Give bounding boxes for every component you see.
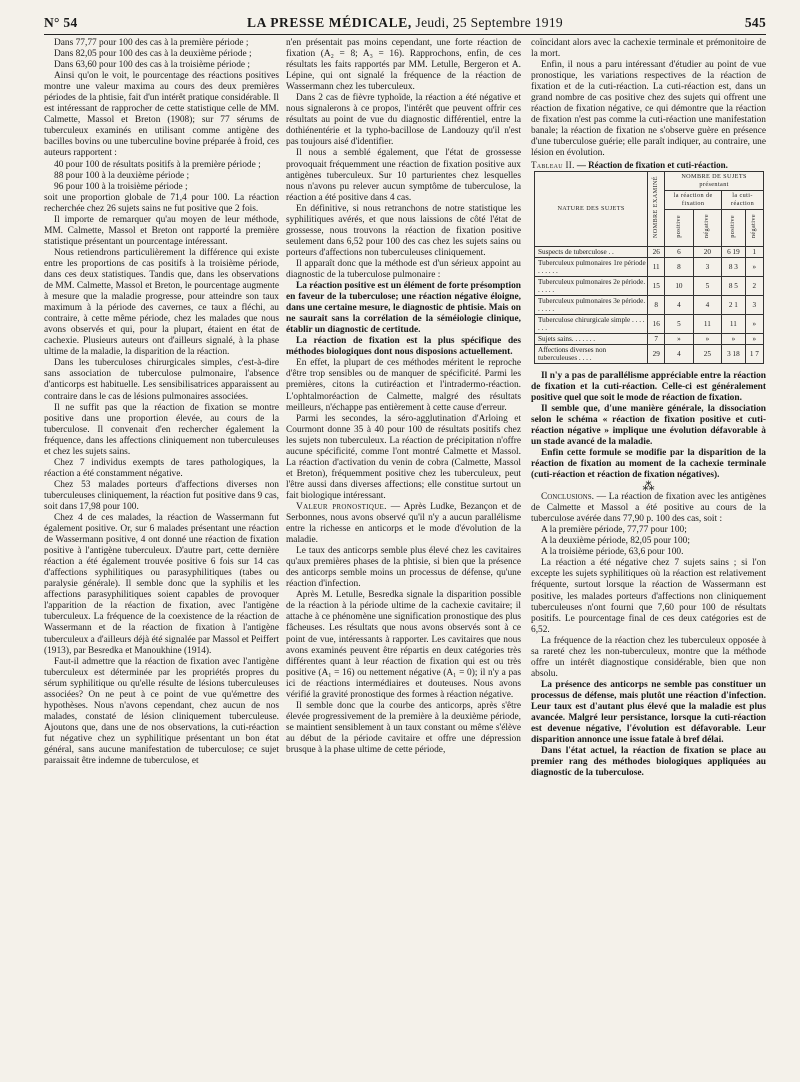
section-separator: ⁂ bbox=[642, 479, 655, 494]
table-cell-cp: » bbox=[722, 333, 746, 344]
paragraph: Dans 82,05 pour 100 des cas à la deuxième période ; bbox=[54, 49, 252, 60]
table-row bbox=[535, 246, 764, 257]
paragraph: Dans l'état actuel, la réaction de fixation se place au premier rang des méthodes biologiques appliquées au diagnostic de la tuberculose. bbox=[531, 746, 766, 779]
section-label: Valeur pronostique. bbox=[296, 501, 387, 512]
table-cell-fp: 10 bbox=[665, 276, 693, 295]
table-cell-cp: 8 3 bbox=[722, 257, 746, 276]
paragraph: Chez 7 individus exempts de tares pathologiques, la réaction a été constamment négative. bbox=[44, 457, 279, 479]
table-cell-fp: 4 bbox=[665, 344, 693, 363]
paragraph: Il semble donc que la courbe des anticorps, après s'être élevée progressivement de la première à la deuxième période, se maintient sensiblement à un taux constant ou même s'élève au début de la période cavitaire et offre une dépression brusque à la phase ultime de cette période, bbox=[286, 700, 521, 755]
table-row bbox=[535, 344, 764, 363]
table-cell-fn: 4 bbox=[693, 295, 721, 314]
issue-date: Jeudi, 25 Septembre 1919 bbox=[411, 15, 563, 30]
paragraph: Il nous a semblé également, que l'état de grossesse provoquait fréquemment une réaction de fixation positive aux antigènes tuberculeux. Sur 10 parturientes chez lesquelles nous n'avons pu relever aucun symptôme de tuberculose, la réaction a été positive dans 4 cas. bbox=[286, 148, 521, 203]
paragraph: Parmi les secondes, la séro-agglutination d'Arloing et Courmont donne 35 à 40 pour 100 de résultats positifs chez les sujets non tuberculeux. La réaction de précipitation n'offre aucune spécificité, comme l'ont montré Calmette et Massol. La réaction d'activation du venin de cobra (Calmette, Massol et Breton), fréquemment positive chez les tuberculeux, peut l'être aussi dans diverses affections; elle constitue surtout un fait biologique intéressant. bbox=[286, 413, 521, 501]
table-cell-fp: 5 bbox=[665, 314, 693, 333]
paragraph: Il ne suffit pas que la réaction de fixation se montre positive dans une proportion élevée, au cours de la tuberculose. Il convenait d'en rechercher également la fréquence, dans les affections cliniquement non tuberculeuses et chez les sujets sains. bbox=[44, 402, 279, 457]
paragraph: 40 pour 100 de résultats positifs à la première période ; bbox=[54, 159, 261, 170]
table-cell-label: Tuberculose chirurgicale simple . . . . . . . bbox=[535, 314, 648, 333]
table-cell-label: Tuberculeux pulmonaires 3e période. . . . . . bbox=[535, 295, 648, 314]
table-cell-fn: 5 bbox=[693, 276, 721, 295]
table-cell-fn: » bbox=[693, 333, 721, 344]
table-cell-cn: » bbox=[745, 333, 763, 344]
table-cell-n: 15 bbox=[648, 276, 665, 295]
column-1 bbox=[44, 38, 279, 767]
table-row bbox=[535, 314, 764, 333]
header-group: NOMBRE DE SUJETS présentant bbox=[665, 171, 764, 190]
table-row bbox=[535, 257, 764, 276]
paragraph: A la deuxième période, 82,05 pour 100; bbox=[541, 536, 690, 547]
paragraph: Dans 77,77 pour 100 des cas à la première période ; bbox=[54, 38, 249, 48]
table-cell-cp: 2 1 bbox=[722, 295, 746, 314]
paragraph: La fréquence de la réaction chez les tuberculeux opposée à sa rareté chez les non-tuberculeux, montre que la méthode offre un intérêt diagnostique considérable, bien que non absolu. bbox=[531, 635, 766, 679]
header-cuti: la cuti-réaction bbox=[722, 190, 764, 209]
table-cell-n: 16 bbox=[648, 314, 665, 333]
table-cell-n: 7 bbox=[648, 333, 665, 344]
table-cell-n: 26 bbox=[648, 246, 665, 257]
paragraph: Valeur pronostique. — Après Ludke, Bezançon et de Serbonnes, nous avons observé qu'il n'y a aucun parallélisme entre la richesse en anticorps et le mode d'évolution de la maladie. bbox=[286, 501, 521, 546]
paragraph: Le taux des anticorps semble plus élevé chez les cavitaires qu'aux premières phases de la phtisie, si bien que la présence des anticorps semble moins un processus de défense, qu'une réaction d'infection. bbox=[286, 546, 521, 590]
paragraph: La présence des anticorps ne semble pas constituer un processus de défense, mais plutôt une réaction d'infection. Leur taux est d'autant plus élevé que la maladie est plus avancée. Malgré leur persistance, lorsque la cuti-réaction est devenue négative, l'évolution est défavorable. Leur disparition annonce une issue fatale à bref délai. bbox=[531, 679, 766, 746]
paragraph: Nous retiendrons particulièrement la différence qui existe entre les proportions de cas positifs à la troisième période, dans ces deux statistiques. Tandis que, dans les observations de MM. Calmette, Massol et Breton, le pourcentage augmente à mesure que la maladie progresse, pour atteindre son taux maximum à la période des cavernes, ce taux a fléchi, au contraire, à cette même période, chez les malades que nous avons observés et qui, pour la plupart, étaient en état de cachexie. Plusieurs auteurs ont d'ailleurs signalé, à la phase ultime de la maladie, la disparition de la réaction. bbox=[44, 247, 279, 358]
table-cell-fp: 4 bbox=[665, 295, 693, 314]
section-label: Conclusions. bbox=[541, 492, 594, 503]
header-nature: NATURE DES SUJETS bbox=[535, 171, 648, 246]
paragraph: Conclusions. — La réaction de fixation avec les antigènes de Calmette et Massol a été positive au cours de la tuberculose avérée dans 77,90 p. 100 des cas, soit : bbox=[531, 492, 766, 525]
table-cell-fp: 6 bbox=[665, 246, 693, 257]
table-cell-label: Tuberculeux pulmonaires 1re période . . . . . . bbox=[535, 257, 648, 276]
table-cell-label: Affections diverses non tuberculeuses . . . . bbox=[535, 344, 648, 363]
paragraph: n'en présentait pas moins cependant, une forte réaction de fixation (A₂ = 8; A₃ = 16). Rapprochons, enfin, de ces résultats les faits rapportés par MM. Letulle, Bergeron et A. Lépine, qui ont signalé la fréquence de la réaction de Wassermann chez les tuberculeux. bbox=[286, 38, 521, 93]
table-cell-cn: » bbox=[745, 257, 763, 276]
paragraph: Dans 2 cas de fièvre typhoïde, la réaction a été négative et nous signalerons à ce propos, l'intérêt que peuvent offrir ces résultats au point de vue du diagnostic différentiel, entre la dothiénentérie et la typho-bacillose de Landouzy qu'il n'est pas toujours aisé d'identifier. bbox=[286, 93, 521, 148]
table-row bbox=[535, 333, 764, 344]
column-2 bbox=[286, 38, 521, 756]
table-cell-label: Tuberculeux pulmonaires 2e période. . . . . . bbox=[535, 276, 648, 295]
paragraph: coïncidant alors avec la cachexie terminale et prémonitoire de la mort. bbox=[531, 38, 766, 60]
table-cell-n: 11 bbox=[648, 257, 665, 276]
paragraph: soit une proportion globale de 71,4 pour 100. La réaction recherchée chez 26 sujets sains ne fut positive que 2 fois. bbox=[44, 192, 279, 214]
paragraph: Faut-il admettre que la réaction de fixation avec l'antigène tuberculeux est déterminée par les propriétés propres du sérum syphilitique ou qu'elle résulte de lésions tuberculeuses associées? On ne peut à ce point de vue qu'émettre des hypothèses. Nous n'avons cependant, chez aucun de nos malades, constaté de lésion cliniquement tuberculeuse. Ajoutons que, dans une de nos observations, la cuti-réaction fut négative chez un syphilitique présentant un bon état général, sans aucune manifestation de tuberculose; ce sujet paraissait être indemne de tuberculose, et bbox=[44, 656, 279, 767]
table-cell-cp: 11 bbox=[722, 314, 746, 333]
table-cell-fn: 20 bbox=[693, 246, 721, 257]
paragraph: A la troisième période, 63,6 pour 100. bbox=[541, 547, 684, 558]
paragraph: En définitive, si nous retranchons de notre statistique les syphilitiques avérés, et que nous laissions de côté l'état de grossesse, nous trouvons la réaction de fixation positive seulement dans 6,52 pour 100 des cas chez les sujets sains ou porteurs d'affections non tuberculeuses cliniquement. bbox=[286, 203, 521, 258]
table-cell-cn: 2 bbox=[745, 276, 763, 295]
table-cell-fn: 11 bbox=[693, 314, 721, 333]
paragraph: 88 pour 100 à la deuxième période ; bbox=[54, 170, 190, 181]
column-3 bbox=[531, 38, 766, 779]
paragraph: En effet, la plupart de ces méthodes méritent le reproche d'être trop sensibles ou de manquer de spécificité. Parmi les premières, citons la cutiréaction et l'intradermo-réaction. L'ophtalmoréaction de Calmette, malgré des résultats meilleurs, n'échappe pas entièrement à cette cause d'erreur. bbox=[286, 358, 521, 413]
table-row bbox=[535, 276, 764, 295]
page-number: 545 bbox=[744, 15, 766, 30]
table-cell-cp: 8 5 bbox=[722, 276, 746, 295]
paragraph: Il n'y a pas de parallélisme appréciable entre la réaction de fixation et la cuti-réaction. Celle-ci est généralement positive quel que soit le mode de réaction de fixation. bbox=[531, 370, 766, 403]
paragraph: La réaction a été négative chez 7 sujets sains ; si l'on excepte les sujets syphilitiques où la réaction est relativement fréquente, surtout lorsque la réaction de Wassermann est positive, les malades porteurs d'affections non cliniquement tuberculeuses n'ont fourni que 7,60 pour 100 de résultats positifs. Le pourcentage final de ces deux catégories est de 6,52. bbox=[531, 558, 766, 635]
paragraph: Après M. Letulle, Besredka signale la disparition possible de la réaction à la période ultime de la cachexie cavitaire; il attache à ce phénomène une signification pronostique des plus fâcheuses. Les résultats que nous avons observés sont à ce point de vue, intéressants à rapporter. Les cavitaires que nous avons examinés peuvent être répartis en deux catégories très différentes quant à leur réaction de fixation qui est ou très positive (A₁ = 16) ou nettement négative (A₁ = 0); il n'y a pas ici de réactions intermédiaires et douteuses. Nous avons vérifié la gravité pronostique des formes à réaction négative. bbox=[286, 590, 521, 700]
table-cell-cn: 1 7 bbox=[745, 344, 763, 363]
paragraph: Dans 63,60 pour 100 des cas à la troisième période ; bbox=[54, 60, 251, 71]
paragraph: Il semble que, d'une manière générale, la dissociation selon le schéma « réaction de fixation positive et cuti-réaction négative » implique une évolution défavorable à un stade avancé de la maladie. bbox=[531, 403, 766, 447]
header-count: NOMBRE EXAMINÉ bbox=[652, 175, 660, 239]
paragraph: Dans les tuberculoses chirurgicales simples, c'est-à-dire sans association de tuberculose pulmonaire, l'absence d'anticorps est habituelle. Les sensibilisatrices apparaissent au contraire dans le cas de lésions pulmonaires associées. bbox=[44, 358, 279, 402]
table-cell-fn: 3 bbox=[693, 257, 721, 276]
table-row bbox=[535, 295, 764, 314]
paragraph: A la première période, 77,77 pour 100; bbox=[541, 525, 687, 536]
table-cell-fp: » bbox=[665, 333, 693, 344]
paragraph: Chez 4 de ces malades, la réaction de Wassermann fut également positive. Or, sur 6 malades présentant une réaction de Wassermann positive, 4 ont donné une réaction de fixation positive à l'antigène tuberculeux. D'autre part, cette dernière réaction a été également trouvée positive 6 fois sur 14 cas d'affections syphilitiques ou parasyphilitiques (tabes ou paralysie générale). Il semble donc que la syphilis et les affections parasyphilitiques soient capables de provoquer l'apparition de la réaction de fixation, avec l'antigène tuberculeux. La fréquence de la coexistence de la réaction de Wassermann et de la réaction de fixation à l'antigène tuberculeux a d'ailleurs déjà été signalée par Massol et Peiffert (1913), par Besredka et Manoukhine (1914). bbox=[44, 513, 279, 656]
table-cell-n: 29 bbox=[648, 344, 665, 363]
table-cell-cp: 3 18 bbox=[722, 344, 746, 363]
paragraph: Enfin cette formule se modifie par la disparition de la réaction de fixation au moment de la cachexie terminale (cuti-réaction et réaction de fixation négatives). bbox=[531, 447, 766, 480]
table-cell-fn: 25 bbox=[693, 344, 721, 363]
paragraph: Il apparaît donc que la méthode est d'un sérieux appoint au diagnostic de la tuberculose pulmonaire : bbox=[286, 258, 521, 280]
table-cell-n: 8 bbox=[648, 295, 665, 314]
journal-title: LA PRESSE MÉDICALE, Jeudi, 25 Septembre 1919 bbox=[247, 15, 563, 30]
paragraph: Ainsi qu'on le voit, le pourcentage des réactions positives montre une valeur maxima au cours des deux premières périodes de la phtisie, fait d'un intérêt pratique considérable. Il est intéressant de rapprocher de cette statistique celle de MM. Calmette, Massol et Breton (1908); sur 77 sérums de tuberculeux examinés en utilisant comme antigène des bacilles bovins ou une tuberculine bovine préparée à froid, ces auteurs rapportent : bbox=[44, 71, 279, 159]
paragraph: Enfin, il nous a paru intéressant d'étudier au point de vue pronostique, les variations respectives de la réaction de fixation et de la cuti-réaction. La cuti-réaction est, dans un grand nombre de cas positive chez des sujets qui offrent une réaction de fixation négative, ce qui démontre que la réaction de fixation n'est pas comme la cuti-réaction une manifestation banale; la réaction de fixation ne s'observe guère en présence d'une tuberculose guérie; elle paraît indiquer, au contraire, une lésion en évolution. bbox=[531, 60, 766, 159]
table-cell-label: Sujets sains. . . . . . . bbox=[535, 333, 648, 344]
paragraph: 96 pour 100 à la troisième période ; bbox=[54, 181, 188, 192]
paragraph: Il importe de remarquer qu'au moyen de leur méthode, MM. Calmette, Massol et Breton ont rapporté la première statistique présentant un pourcentage intéressant. bbox=[44, 214, 279, 247]
issue-number: N° 54 bbox=[44, 15, 78, 30]
header-fixation: la réaction de fixation bbox=[665, 190, 722, 209]
paragraph: La réaction positive est un élément de forte présomption en faveur de la tuberculose; une réaction négative éloigne, dans une certaine mesure, le diagnostic de phtisie. Mais on ne saurait sans la corrélation de la séméiologie clinique, établir un diagnostic de certitude. bbox=[286, 281, 521, 336]
table-cell-label: Suspects de tuberculose . . bbox=[535, 246, 648, 257]
table-cell-cn: 1 bbox=[745, 246, 763, 257]
table-cell-cn: 3 bbox=[745, 295, 763, 314]
table-cell-cn: » bbox=[745, 314, 763, 333]
results-table: NATURE DES SUJETS NOMBRE EXAMINÉ NOMBRE DE SUJETS présentant la réaction de fixation la cuti-réaction positive négative positive négative Suspects de tuberculose . . 26 6 20 6 19 1 Tuberculeux pulmonaires 1re période . . . . . . 11 8 3 8 3 » Tuberculeux pulmonaires 2e période. . . . . . 15 10 5 8 5 2 Tuberculeux pulmonaires 3e période. . . . . . 8 4 4 2 1 3 Tuberculose chirurgicale simple . . . . . . . 16 5 11 11 » Sujets sains. . . . . . . 7 » » » » Affections diverses non tuberculeuses . . . . 29 4 25 3 18 1 7 bbox=[534, 171, 764, 364]
table-caption: Tableau II. — Réaction de fixation et cuti-réaction. bbox=[531, 159, 728, 170]
table-cell-cp: 6 19 bbox=[722, 246, 746, 257]
paragraph: Chez 53 malades porteurs d'affections diverses non tuberculeuses cliniquement, la réaction fut positive dans 9 cas, soit dans 17,98 pour 100. bbox=[44, 479, 279, 512]
table-cell-fp: 8 bbox=[665, 257, 693, 276]
page-header bbox=[44, 12, 766, 35]
paragraph: La réaction de fixation est la plus spécifique des méthodes biologiques dont nous disposions actuellement. bbox=[286, 336, 521, 358]
